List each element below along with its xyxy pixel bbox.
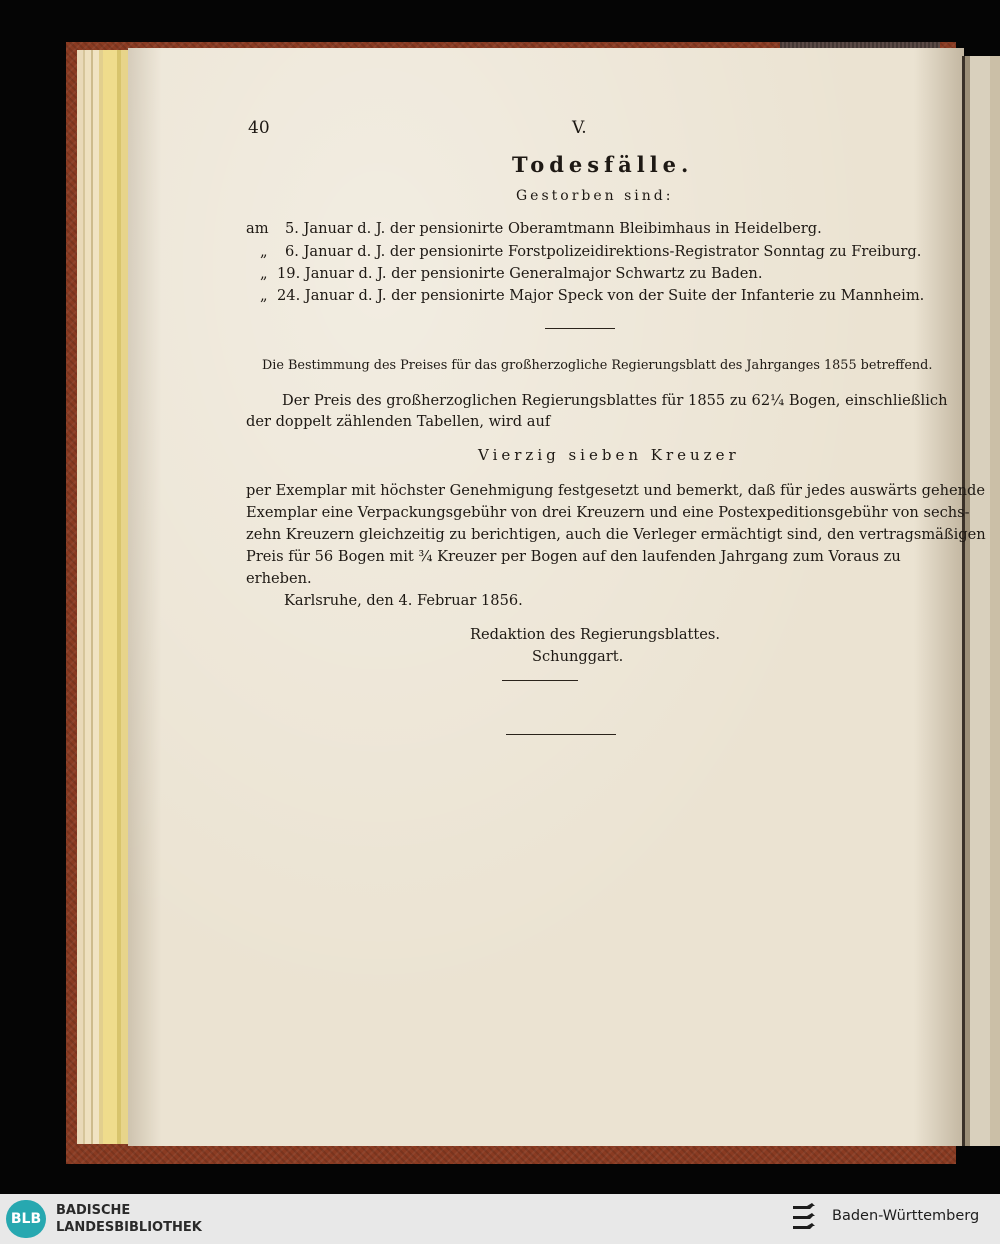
death-entry-prefix: am	[246, 220, 269, 237]
paragraph-line: Preis für 56 Bogen mit ¾ Kreuzer per Bogen auf den laufenden Jahrgang zum Voraus zu	[246, 548, 901, 565]
section-subtitle: Gestorben sind:	[516, 188, 674, 204]
facing-page-edge	[962, 56, 1000, 1146]
section-title: Todesfälle.	[512, 152, 694, 177]
paragraph-line: zehn Kreuzern gleichzeitig zu berichtigen, auch die Verleger ermächtigt sind, den vertragsmäßigen	[246, 526, 986, 543]
paragraph-line: per Exemplar mit höchster Genehmigung festgesetzt und bemerkt, daß für jedes auswärts gehende	[246, 482, 986, 499]
library-name-line1: BADISCHE	[56, 1203, 131, 1218]
death-entry: 5. Januar d. J. der pensionirte Oberamtmann Bleibimhaus in Heidelberg.	[285, 220, 822, 237]
scanned-page	[128, 48, 964, 1146]
death-entry: 6. Januar d. J. der pensionirte Forstpolizeidirektions-Registrator Sonntag zu Freiburg.	[285, 243, 922, 260]
paragraph-line: erheben.	[246, 570, 312, 587]
library-name[interactable]	[56, 1202, 202, 1236]
death-entry: 24. Januar d. J. der pensionirte Major Speck von der Suite der Infanterie zu Mannheim.	[277, 287, 925, 304]
footer-bar	[0, 1194, 1000, 1244]
state-name[interactable]: Baden-Württemberg	[832, 1208, 980, 1224]
signature-organization: Redaktion des Regierungsblattes.	[470, 626, 721, 643]
date-line: Karlsruhe, den 4. Februar 1856.	[284, 592, 523, 609]
divider	[506, 734, 616, 735]
notice-heading: Die Bestimmung des Preises für das großherzogliche Regierungsblatt des Jahrganges 1855 betreffend.	[262, 358, 933, 373]
death-entry-prefix: „	[260, 265, 268, 282]
section-number: V.	[572, 118, 587, 138]
page-number: 40	[248, 118, 270, 138]
death-entry-prefix: „	[260, 243, 268, 260]
library-name-line2: LANDESBIBLIOTHEK	[56, 1220, 202, 1235]
lions-emblem-icon	[790, 1200, 820, 1238]
divider	[502, 680, 578, 681]
signature-name: Schunggart.	[532, 648, 624, 665]
paragraph-line: Der Preis des großherzoglichen Regierungsblattes für 1855 zu 62¼ Bogen, einschließlich	[282, 392, 948, 409]
price-statement: Vierzig sieben Kreuzer	[478, 446, 740, 464]
page-edges	[77, 50, 133, 1144]
death-entry: 19. Januar d. J. der pensionirte Generalmajor Schwartz zu Baden.	[277, 265, 763, 282]
paragraph-line: der doppelt zählenden Tabellen, wird auf	[246, 413, 551, 430]
blb-logo-icon[interactable]: BLB	[6, 1200, 46, 1238]
paragraph-line: Exemplar eine Verpackungsgebühr von drei Kreuzern und eine Postexpeditionsgebühr von sechs-	[246, 504, 970, 521]
death-entry-prefix: „	[260, 287, 268, 304]
divider	[545, 328, 615, 329]
